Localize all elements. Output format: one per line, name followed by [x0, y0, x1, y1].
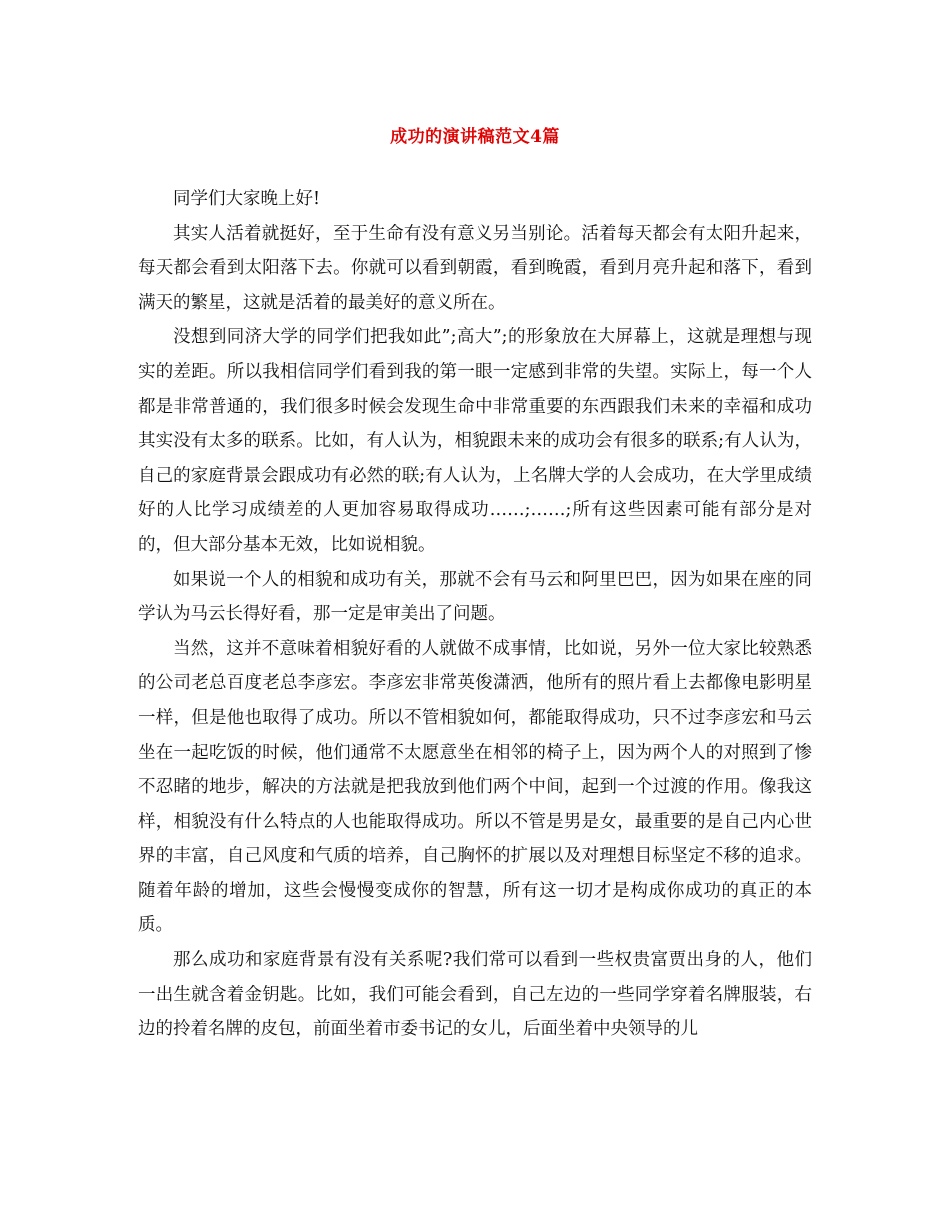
document-body	[138, 182, 812, 1047]
paragraph-greeting: 同学们大家晚上好!	[173, 189, 321, 209]
paragraph-reality: 没想到同济大学的同学们把我如此”;高大”;的形象放在大屏幕上，这就是理想与现实的差距。所以我相信同学们看到我的第一眼一定感到非常的失望。实际上，每一个人都是非常普通的，我们很多时候会发现生命中非常重要的东西跟我们未来的幸福和成功其实没有太多的联系。比如，有人认为，相貌跟未来的成功会有很多的联系;有人认为，自己的家庭背景会跟成功有必然的联;有人认为，上名牌大学的人会成功，在大学里成绩好的人比学习成绩差的人更加容易取得成功……;……;所有这些因素可能有部分是对的，但大部分基本无效，比如说相貌。	[138, 327, 812, 555]
document-title: 成功的演讲稿范文4篇	[390, 127, 560, 147]
paragraph-liyanhong: 当然，这并不意味着相貌好看的人就做不成事情，比如说，另外一位大家比较熟悉的公司老总百度老总李彦宏。李彦宏非常英俊潇洒，他所有的照片看上去都像电影明星一样，但是他也取得了成功。所以不管相貌如何，都能取得成功，只不过李彦宏和马云坐在一起吃饭的时候，他们通常不太愿意坐在相邻的椅子上，因为两个人的对照到了惨不忍睹的地步，解决的方法就是把我放到他们两个中间，起到一个过渡的作用。像我这样，相貌没有什么特点的人也能取得成功。所以不管是男是女，最重要的是自己内心世界的丰富，自己风度和气质的培养，自己胸怀的扩展以及对理想目标坚定不移的追求。随着年龄的增加，这些会慢慢变成你的智慧，所有这一切才是构成你成功的真正的本质。	[138, 638, 812, 936]
paragraph-mayun: 如果说一个人的相貌和成功有关，那就不会有马云和阿里巴巴，因为如果在座的同学认为马云长得好看，那一定是审美出了问题。	[138, 569, 812, 625]
paragraph-living: 其实人活着就挺好，至于生命有没有意义另当别论。活着每天都会有太阳升起来，每天都会看到太阳落下去。你就可以看到朝霞，看到晚霞，看到月亮升起和落下，看到满天的繁星，这就是活着的最美好的意义所在。	[138, 223, 812, 313]
paragraph-family-background: 那么成功和家庭背景有没有关系呢?我们常可以看到一些权贵富贾出身的人，他们一出生就含着金钥匙。比如，我们可能会看到，自己左边的一些同学穿着名牌服装，右边的拎着名牌的皮包，前面坐着市委书记的女儿，后面坐着中央领导的儿	[138, 950, 812, 1040]
